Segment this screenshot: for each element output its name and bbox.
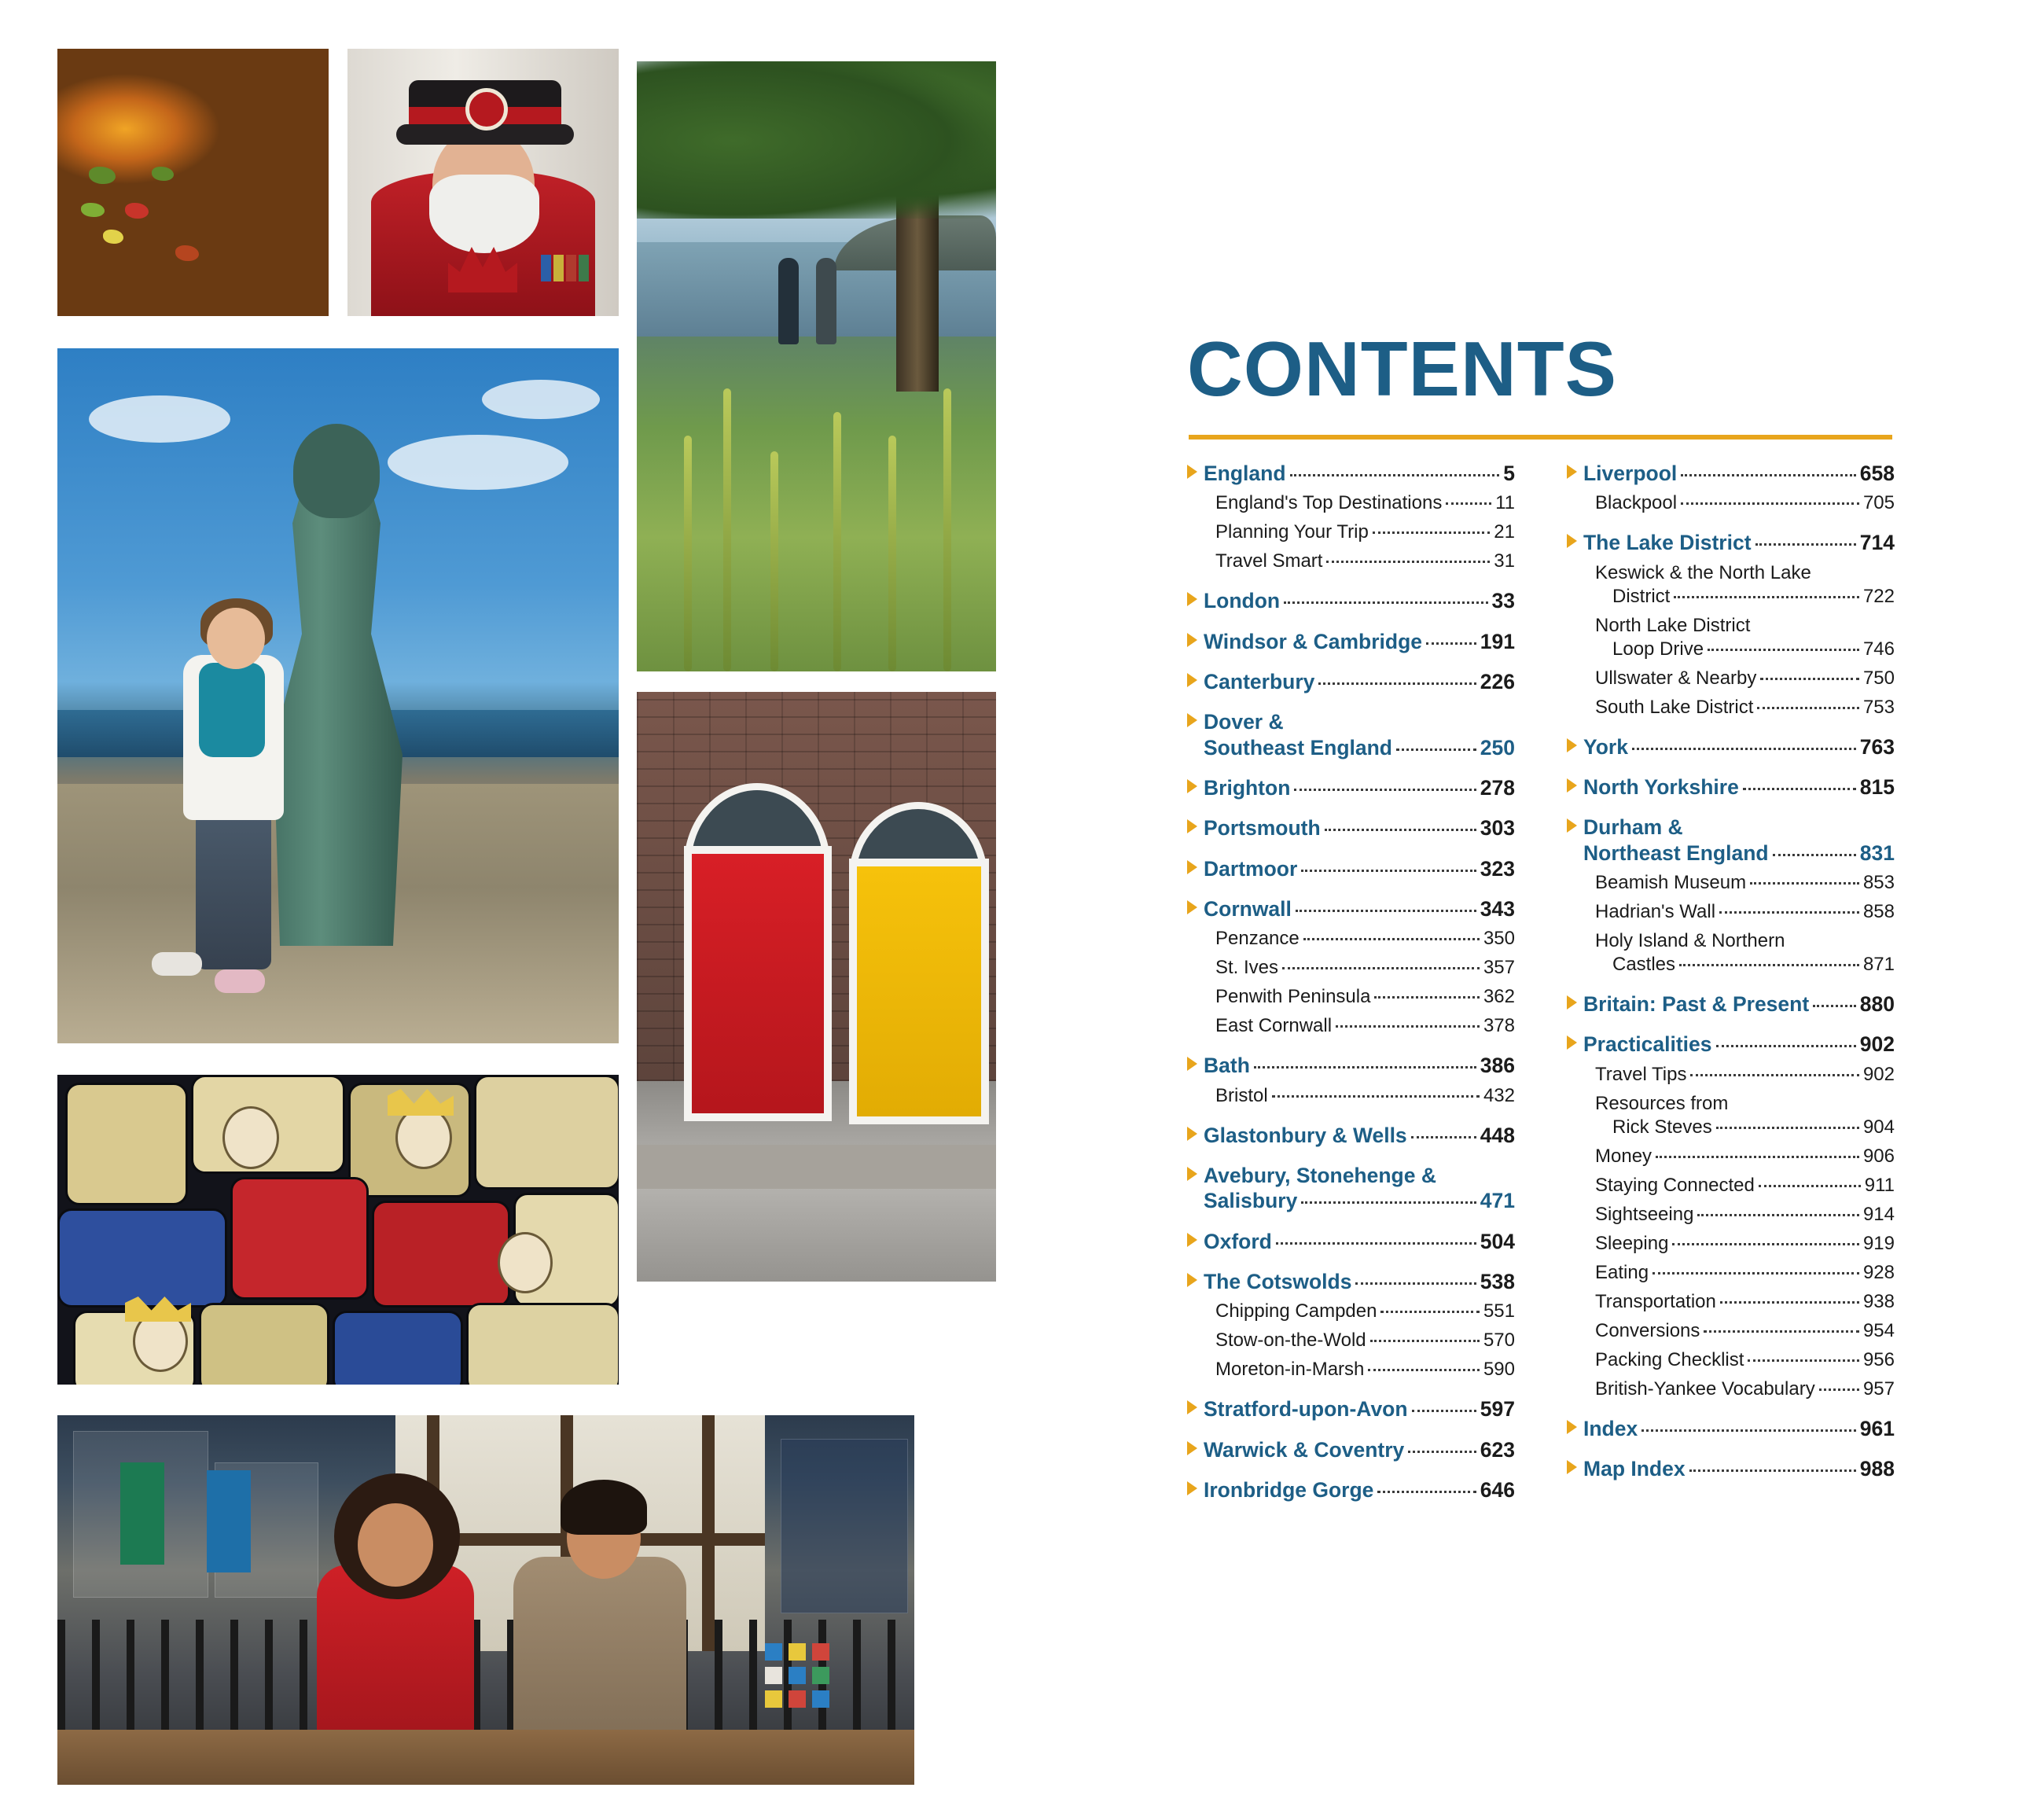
- leader-dots: [1681, 474, 1856, 476]
- toc-page-number: 906: [1862, 1145, 1895, 1167]
- triangle-bullet-icon: [1187, 1273, 1197, 1287]
- toc-entry-label: Windsor & Cambridge: [1204, 629, 1423, 653]
- toc-page-number: 957: [1862, 1377, 1895, 1400]
- toc-page-number: 871: [1862, 953, 1895, 975]
- leader-dots: [1336, 1025, 1480, 1028]
- leader-dots: [1426, 642, 1476, 645]
- toc-entry[interactable]: [1567, 871, 1895, 895]
- leader-dots: [1773, 854, 1856, 856]
- colorful-doors-photo: [637, 692, 996, 1282]
- toc-entry[interactable]: [1567, 734, 1895, 760]
- leader-dots: [1819, 1388, 1859, 1391]
- leader-dots: [1282, 967, 1480, 969]
- toc-entry-label: Britain: Past & Present: [1583, 991, 1810, 1016]
- page-title: CONTENTS: [1187, 326, 1617, 412]
- triangle-bullet-icon: [1187, 1167, 1197, 1181]
- leader-dots: [1296, 910, 1476, 912]
- leader-dots: [1757, 707, 1859, 709]
- triangle-bullet-icon: [1187, 633, 1197, 647]
- toc-page-number: 570: [1483, 1330, 1515, 1352]
- toc-page-number: 33: [1491, 589, 1515, 613]
- leader-dots: [1681, 502, 1859, 505]
- leader-dots: [1759, 1185, 1861, 1187]
- leader-dots: [1272, 1095, 1480, 1098]
- toc-entry-label: Practicalities: [1583, 1032, 1712, 1057]
- toc-page-number: 831: [1859, 840, 1895, 865]
- toc-page-number: 714: [1859, 531, 1895, 555]
- toc-page-number: 551: [1483, 1300, 1515, 1322]
- toc-entry-label: Moreton-in-Marsh: [1215, 1359, 1365, 1381]
- toc-entry[interactable]: [1567, 774, 1895, 800]
- leader-dots: [1284, 601, 1487, 604]
- globe-theatre-photo: [57, 1415, 914, 1785]
- toc-page-number: 323: [1480, 856, 1515, 881]
- toc-entry[interactable]: [1187, 856, 1515, 881]
- toc-entry[interactable]: [1187, 491, 1515, 515]
- triangle-bullet-icon: [1187, 819, 1197, 833]
- toc-entry-label: Dartmoor: [1204, 856, 1298, 881]
- triangle-bullet-icon: [1567, 1035, 1577, 1050]
- toc-entry[interactable]: [1187, 1014, 1515, 1038]
- toc-entry-label-line1: Dover &: [1204, 710, 1284, 734]
- toc-page-number: 902: [1859, 1032, 1895, 1057]
- toc-entry[interactable]: [1567, 696, 1895, 719]
- toc-page-number: 956: [1862, 1348, 1895, 1370]
- toc-entry[interactable]: [1567, 815, 1895, 866]
- leader-dots: [1704, 1330, 1859, 1333]
- toc-page-number: 504: [1480, 1229, 1515, 1253]
- leader-dots: [1301, 1201, 1476, 1204]
- toc-entry-label: Stratford-upon-Avon: [1204, 1397, 1408, 1422]
- toc-entry-label: South Lake District: [1595, 696, 1754, 718]
- toc-entry-label: Chipping Campden: [1215, 1300, 1377, 1322]
- toc-entry-label-line1: Resources from: [1595, 1092, 1729, 1114]
- leader-dots: [1632, 748, 1856, 750]
- toc-entry[interactable]: [1567, 1032, 1895, 1057]
- toc-page-number: 853: [1862, 871, 1895, 893]
- toc-page-number: 5: [1503, 462, 1515, 485]
- toc-page-number: 31: [1494, 550, 1515, 572]
- toc-entry[interactable]: [1567, 1377, 1895, 1401]
- leader-dots: [1760, 678, 1859, 680]
- table-of-contents: [1046, 0, 2044, 1817]
- toc-page-number: 597: [1480, 1397, 1515, 1422]
- toc-entry-label: Bath: [1204, 1054, 1250, 1078]
- triangle-bullet-icon: [1567, 738, 1577, 752]
- toc-page-number: 753: [1862, 696, 1895, 718]
- toc-page-number: 911: [1864, 1174, 1895, 1196]
- toc-entry[interactable]: [1187, 927, 1515, 951]
- leader-dots: [1716, 1045, 1856, 1047]
- knight-statue-photo: [57, 348, 619, 1043]
- toc-entry[interactable]: [1187, 896, 1515, 921]
- toc-entry-label: The Cotswolds: [1204, 1269, 1352, 1293]
- toc-entry[interactable]: [1567, 667, 1895, 690]
- leader-dots: [1368, 1369, 1480, 1371]
- triangle-bullet-icon: [1567, 1420, 1577, 1434]
- leader-dots: [1411, 1136, 1476, 1138]
- toc-entry[interactable]: [1567, 1203, 1895, 1227]
- leader-dots: [1743, 788, 1856, 790]
- leader-dots: [1641, 1429, 1856, 1432]
- toc-page-number: 961: [1859, 1416, 1895, 1440]
- toc-entry-label: Packing Checklist: [1595, 1348, 1744, 1370]
- toc-page-number: 928: [1862, 1261, 1895, 1283]
- triangle-bullet-icon: [1567, 534, 1577, 548]
- toc-entry[interactable]: [1187, 669, 1515, 694]
- leader-dots: [1679, 964, 1859, 966]
- toc-entry[interactable]: [1187, 775, 1515, 800]
- leader-dots: [1373, 531, 1490, 534]
- toc-entry-label: Ironbridge Gorge: [1204, 1477, 1374, 1502]
- coastal-walk-photo: [637, 61, 996, 671]
- beefeater-photo: [347, 49, 619, 316]
- toc-page-number: 278: [1480, 775, 1515, 800]
- toc-entry[interactable]: [1187, 1053, 1515, 1078]
- triangle-bullet-icon: [1187, 779, 1197, 793]
- toc-entry-label: Cornwall: [1204, 896, 1292, 921]
- toc-entry[interactable]: [1567, 491, 1895, 515]
- toc-entry-label: St. Ives: [1215, 957, 1279, 979]
- triangle-bullet-icon: [1187, 900, 1197, 914]
- toc-entry[interactable]: [1567, 1290, 1895, 1314]
- toc-page-number: 880: [1859, 991, 1895, 1016]
- toc-entry-label: Warwick & Coventry: [1204, 1437, 1405, 1462]
- toc-entry-label-line1: Keswick & the North Lake: [1595, 561, 1811, 583]
- toc-entry-label: British-Yankee Vocabulary: [1595, 1377, 1815, 1400]
- toc-entry-label: Stow-on-the-Wold: [1215, 1330, 1366, 1352]
- toc-entry-label: Map Index: [1583, 1456, 1686, 1480]
- toc-entry-label-line1: Avebury, Stonehenge &: [1204, 1163, 1436, 1187]
- toc-page-number: 623: [1480, 1437, 1515, 1462]
- leader-dots: [1750, 882, 1859, 885]
- toc-page-number: 357: [1483, 957, 1515, 979]
- toc-entry-label: Oxford: [1204, 1229, 1272, 1253]
- triangle-bullet-icon: [1187, 465, 1197, 479]
- toc-entry[interactable]: [1567, 900, 1895, 924]
- leader-dots: [1748, 1359, 1859, 1362]
- triangle-bullet-icon: [1567, 995, 1577, 1010]
- toc-entry[interactable]: [1187, 550, 1515, 573]
- toc-entry[interactable]: [1567, 1319, 1895, 1343]
- leader-dots: [1290, 474, 1500, 476]
- toc-entry[interactable]: [1567, 1416, 1895, 1441]
- leader-dots: [1294, 789, 1476, 791]
- leader-dots: [1446, 502, 1491, 505]
- toc-page-number: 858: [1862, 900, 1895, 922]
- toc-entry[interactable]: [1187, 461, 1515, 486]
- toc-entry-label: Ullswater & Nearby: [1595, 667, 1757, 689]
- toc-entry[interactable]: [1187, 1163, 1515, 1214]
- triangle-bullet-icon: [1187, 713, 1197, 727]
- toc-entry[interactable]: [1187, 1300, 1515, 1323]
- triangle-bullet-icon: [1187, 1481, 1197, 1495]
- toc-entry[interactable]: [1567, 1063, 1895, 1087]
- toc-entry-label: Glastonbury & Wells: [1204, 1123, 1407, 1147]
- toc-entry-label: Transportation: [1595, 1290, 1716, 1312]
- toc-page-number: 362: [1483, 986, 1515, 1008]
- toc-entry-label: Beamish Museum: [1595, 871, 1747, 893]
- toc-entry-label-line2: Castles: [1612, 953, 1676, 975]
- toc-page-number: 746: [1862, 638, 1895, 660]
- toc-entry-label: Conversions: [1595, 1319, 1700, 1341]
- leader-dots: [1326, 561, 1490, 563]
- toc-entry[interactable]: [1187, 588, 1515, 613]
- triangle-bullet-icon: [1567, 818, 1577, 833]
- toc-right-column: [1567, 461, 1895, 1503]
- toc-page-number: 303: [1480, 816, 1515, 840]
- triangle-bullet-icon: [1187, 860, 1197, 874]
- toc-entry[interactable]: [1187, 815, 1515, 840]
- toc-entry-label: Brighton: [1204, 775, 1291, 800]
- leader-dots: [1813, 1005, 1856, 1007]
- leader-dots: [1325, 829, 1476, 831]
- toc-page-number: 722: [1862, 585, 1895, 607]
- toc-page-number: 350: [1483, 928, 1515, 950]
- toc-entry-label: Sleeping: [1595, 1232, 1669, 1254]
- toc-entry[interactable]: [1567, 614, 1895, 661]
- toc-entry-label-line2: Southeast England: [1204, 735, 1392, 760]
- triangle-bullet-icon: [1187, 1127, 1197, 1141]
- toc-left-column: [1187, 461, 1515, 1503]
- leader-dots: [1396, 749, 1476, 751]
- toc-entry-label-line1: Durham &: [1583, 815, 1683, 840]
- triangle-bullet-icon: [1187, 1400, 1197, 1414]
- leader-dots: [1755, 543, 1856, 546]
- leader-dots: [1377, 1491, 1476, 1493]
- toc-entry-label: Planning Your Trip: [1215, 521, 1369, 543]
- toc-entry[interactable]: [1187, 1329, 1515, 1352]
- toc-entry-label: England's Top Destinations: [1215, 492, 1443, 514]
- toc-entry[interactable]: [1187, 1358, 1515, 1381]
- leader-dots: [1672, 1243, 1859, 1245]
- triangle-bullet-icon: [1187, 673, 1197, 687]
- toc-entry-label: Portsmouth: [1204, 816, 1321, 840]
- leader-dots: [1355, 1282, 1476, 1285]
- toc-entry-label: Travel Tips: [1595, 1063, 1687, 1085]
- toc-page-number: 658: [1859, 462, 1895, 485]
- toc-entry[interactable]: [1567, 1174, 1895, 1197]
- triangle-bullet-icon: [1567, 1460, 1577, 1474]
- toc-entry[interactable]: [1567, 461, 1895, 486]
- toc-entry[interactable]: [1567, 1348, 1895, 1372]
- toc-page-number: 250: [1480, 735, 1515, 760]
- toc-page-number: 21: [1494, 521, 1515, 543]
- curry-pans-photo: [57, 49, 329, 316]
- toc-entry[interactable]: [1187, 985, 1515, 1009]
- toc-entry-label: London: [1204, 589, 1281, 613]
- toc-entry[interactable]: [1187, 1269, 1515, 1294]
- toc-page-number: 191: [1480, 629, 1515, 653]
- toc-entry-label: The Lake District: [1583, 531, 1752, 555]
- leader-dots: [1689, 1469, 1856, 1472]
- toc-page-number: 815: [1859, 774, 1895, 799]
- triangle-bullet-icon: [1187, 1233, 1197, 1247]
- toc-page-number: 646: [1480, 1477, 1515, 1502]
- toc-entry-label: North Yorkshire: [1583, 774, 1739, 799]
- stained-glass-photo: [57, 1075, 619, 1385]
- leader-dots: [1374, 996, 1479, 999]
- toc-entry-label: Money: [1595, 1145, 1652, 1167]
- toc-page-number: 914: [1862, 1203, 1895, 1225]
- toc-entry-label: Hadrian's Wall: [1595, 900, 1716, 922]
- toc-page-number: 750: [1862, 667, 1895, 689]
- toc-entry[interactable]: [1187, 629, 1515, 654]
- toc-entry-label: Index: [1583, 1416, 1638, 1440]
- toc-entry[interactable]: [1567, 1145, 1895, 1168]
- toc-entry[interactable]: [1187, 1477, 1515, 1503]
- toc-entry[interactable]: [1567, 991, 1895, 1017]
- toc-page-number: 938: [1862, 1290, 1895, 1312]
- toc-page-number: 904: [1862, 1116, 1895, 1138]
- toc-entry-label: Travel Smart: [1215, 550, 1323, 572]
- toc-entry-label: Sightseeing: [1595, 1203, 1694, 1225]
- title-divider: [1189, 435, 1892, 440]
- toc-entry-label-line2: Northeast England: [1583, 840, 1769, 865]
- toc-page-number: 988: [1859, 1456, 1895, 1480]
- leader-dots: [1412, 1410, 1476, 1412]
- toc-page-number: 954: [1862, 1319, 1895, 1341]
- leader-dots: [1719, 911, 1859, 914]
- triangle-bullet-icon: [1187, 1441, 1197, 1455]
- toc-entry-label: Eating: [1595, 1261, 1649, 1283]
- toc-entry[interactable]: [1187, 956, 1515, 980]
- leader-dots: [1690, 1074, 1858, 1076]
- toc-page-number: 919: [1862, 1232, 1895, 1254]
- triangle-bullet-icon: [1567, 465, 1577, 479]
- toc-page-number: 386: [1480, 1054, 1515, 1078]
- leader-dots: [1380, 1311, 1479, 1313]
- toc-entry-label: Penzance: [1215, 928, 1300, 950]
- toc-page-number: 471: [1480, 1189, 1515, 1213]
- toc-page-number: 538: [1480, 1269, 1515, 1293]
- leader-dots: [1708, 649, 1859, 651]
- toc-entry[interactable]: [1187, 1123, 1515, 1148]
- triangle-bullet-icon: [1187, 592, 1197, 606]
- leader-dots: [1716, 1127, 1859, 1129]
- toc-entry-label: York: [1583, 734, 1628, 759]
- leader-dots: [1697, 1214, 1859, 1216]
- toc-entry[interactable]: [1187, 1084, 1515, 1108]
- toc-entry-label: Canterbury: [1204, 669, 1315, 693]
- toc-page-number: 11: [1495, 492, 1515, 514]
- leader-dots: [1254, 1066, 1476, 1068]
- toc-entry-label: East Cornwall: [1215, 1015, 1333, 1037]
- leader-dots: [1318, 682, 1476, 685]
- leader-dots: [1370, 1340, 1480, 1342]
- toc-entry-label: Staying Connected: [1595, 1174, 1755, 1196]
- triangle-bullet-icon: [1567, 778, 1577, 793]
- toc-entry-label-line2: Salisbury: [1204, 1189, 1298, 1213]
- toc-entry[interactable]: [1567, 1456, 1895, 1481]
- leader-dots: [1408, 1451, 1476, 1453]
- toc-entry[interactable]: [1567, 929, 1895, 977]
- toc-entry-label-line1: North Lake District: [1595, 614, 1751, 636]
- toc-entry-label-line2: Loop Drive: [1612, 638, 1704, 660]
- toc-page-number: 226: [1480, 669, 1515, 693]
- leader-dots: [1301, 870, 1476, 872]
- toc-page-number: 378: [1483, 1015, 1515, 1037]
- toc-entry-label-line1: Holy Island & Northern: [1595, 929, 1785, 951]
- toc-entry[interactable]: [1567, 1092, 1895, 1139]
- leader-dots: [1652, 1272, 1859, 1274]
- toc-page-number: 902: [1862, 1063, 1895, 1085]
- leader-dots: [1276, 1242, 1476, 1245]
- toc-entry[interactable]: [1187, 1396, 1515, 1422]
- toc-entry-label-line2: Rick Steves: [1612, 1116, 1712, 1138]
- toc-entry[interactable]: [1567, 1261, 1895, 1285]
- toc-entry-label: Penwith Peninsula: [1215, 986, 1371, 1008]
- leader-dots: [1674, 596, 1859, 598]
- leader-dots: [1303, 938, 1480, 940]
- toc-entry-label: Blackpool: [1595, 492, 1678, 514]
- toc-entry[interactable]: [1567, 1232, 1895, 1256]
- toc-entry-label: England: [1204, 462, 1286, 485]
- toc-page-number: 343: [1480, 896, 1515, 921]
- toc-entry-label-line2: District: [1612, 585, 1671, 607]
- leader-dots: [1656, 1156, 1859, 1158]
- toc-page-number: 448: [1480, 1123, 1515, 1147]
- toc-entry[interactable]: [1187, 709, 1515, 760]
- toc-entry[interactable]: [1187, 1229, 1515, 1254]
- toc-entry[interactable]: [1187, 1437, 1515, 1462]
- toc-page-number: 705: [1862, 492, 1895, 514]
- toc-page-number: 590: [1483, 1359, 1515, 1381]
- toc-page-number: 763: [1859, 734, 1895, 759]
- toc-entry-label: Liverpool: [1583, 462, 1678, 485]
- toc-entry[interactable]: [1567, 561, 1895, 609]
- toc-entry[interactable]: [1567, 530, 1895, 555]
- toc-entry-label: Bristol: [1215, 1084, 1268, 1106]
- leader-dots: [1720, 1301, 1859, 1304]
- toc-entry[interactable]: [1187, 520, 1515, 544]
- triangle-bullet-icon: [1187, 1057, 1197, 1071]
- toc-page-number: 432: [1483, 1084, 1515, 1106]
